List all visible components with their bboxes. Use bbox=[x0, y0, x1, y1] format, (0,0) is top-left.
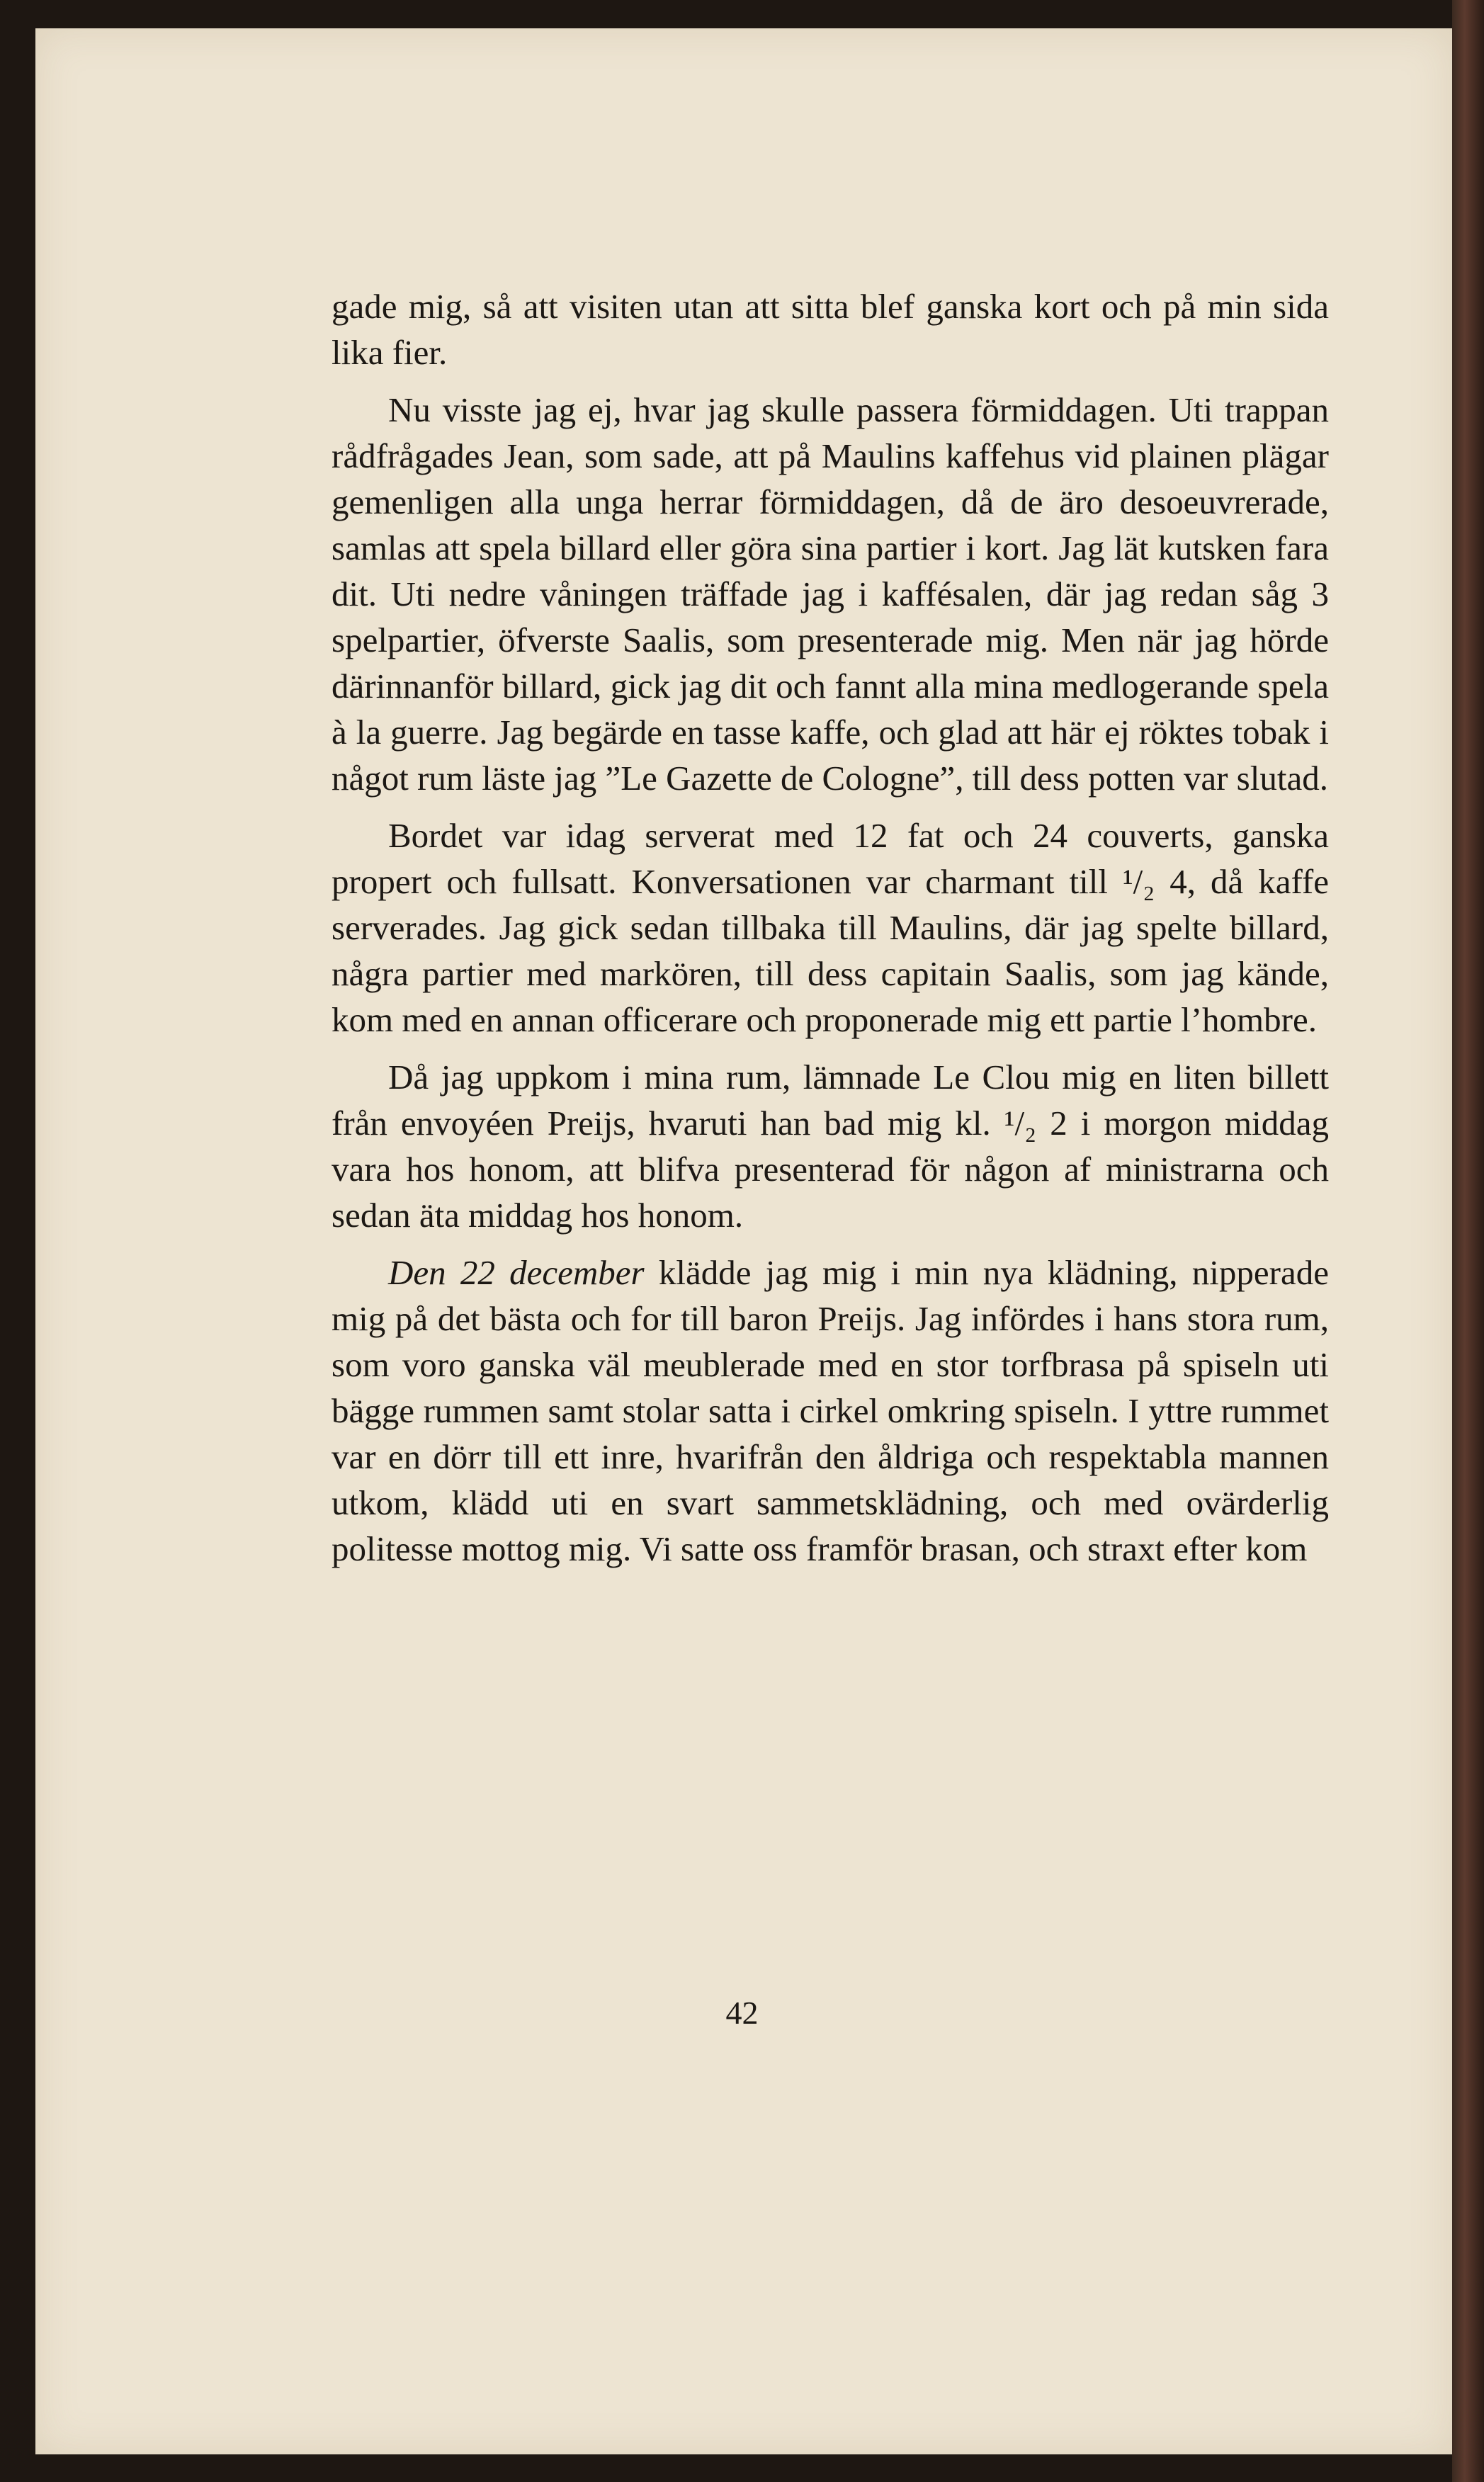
paragraph-5 bbox=[332, 1250, 1329, 1572]
page-number: 42 bbox=[725, 1995, 759, 2031]
book-spine-edge bbox=[1452, 0, 1484, 2482]
paragraph-4 bbox=[332, 1054, 1329, 1238]
paragraph-3 bbox=[332, 812, 1329, 1043]
paragraph-2-text: Nu visste jag ej, hvar jag skulle passera förmiddagen. Uti trappan rådfrågades Jean, som sade, att på Maulins kaffehus vid plainen plägar gemenligen alla unga herrar förmiddagen, då de äro desoeuvrerade, samlas att spela billard eller göra sina partier i kort. Jag lät kutsken fara dit. Uti nedre våningen träffade jag i kaffésalen, där jag redan såg 3 spelpartier, öfverste Saalis, som presenterade mig. Men när jag hörde därinnanför billard, gick jag dit och fannt alla mina medlogerande spela à la guerre. Jag begärde en tasse kaffe, och glad att här ej röktes tobak i något rum läste jag ”Le Gazette de Cologne”, till dess potten var slutad. bbox=[332, 390, 1329, 798]
paragraph-2 bbox=[332, 387, 1329, 801]
paragraph-1 bbox=[332, 283, 1329, 375]
paragraph-4-text: Då jag uppkom i mina rum, lämnade Le Clou mig en liten billett från envoyéen Preijs, hvaruti han bad mig kl. ¹/₂ 2 i morgon middag vara hos honom, att blifva presenterad för någon af ministrarna och sedan äta middag hos honom. bbox=[332, 1058, 1329, 1235]
date-heading: Den 22 december bbox=[388, 1253, 645, 1292]
paragraph-3-text: Bordet var idag serverat med 12 fat och 24 couverts, ganska propert och fullsatt. Konversationen var charmant till ¹/₂ 4, då kaffe serverades. Jag gick sedan tillbaka till Maulins, där jag spelte billard, några partier med markören, till dess capitain Saalis, som jag kände, kom med en annan officerare och proponerade mig ett partie l’hombre. bbox=[332, 816, 1329, 1039]
paragraph-1-text: gade mig, så att visiten utan att sitta blef ganska kort och på min sida lika fier. bbox=[332, 287, 1329, 372]
paragraph-5-text: klädde jag mig i min nya klädning, nipperade mig på det bästa och for till baron Preijs. Jag infördes i hans stora rum, som voro ganska väl meublerade med en stor torfbrasa på spiseln uti bägge rummen samt stolar satta i cirkel omkring spiseln. I yttre rummet var en dörr till ett inre, hvarifrån den åldriga och respektabla mannen utkom, klädd uti en svart sammetsklädning, och med ovärderlig politesse mottog mig. Vi satte oss framför brasan, och straxt efter kom bbox=[332, 1253, 1329, 1568]
body-text bbox=[332, 283, 1329, 1583]
